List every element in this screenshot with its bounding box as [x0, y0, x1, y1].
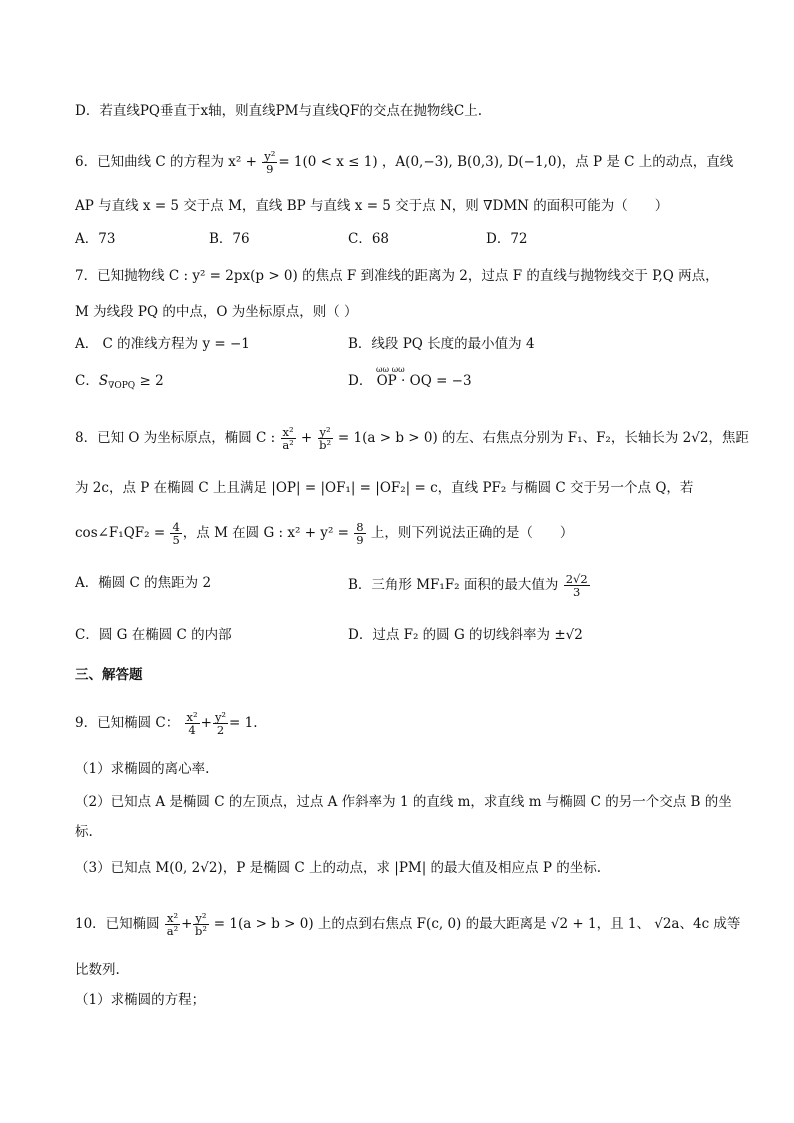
question-9-part-3: （3）已知点 M(0, 2√2)，P 是椭圆 C 上的动点，求 |PM| 的最大值及相应点 P 的坐标. [75, 860, 602, 876]
q8-b-den: 3 [573, 585, 581, 599]
q8-l3-a: cos∠F₁QF₂ = [75, 525, 170, 541]
q10-f1-num: x² [166, 911, 179, 925]
question-9-part-2-line-2: 标. [75, 824, 93, 840]
q9-plus: + [200, 715, 212, 731]
question-8-line-1 [75, 425, 749, 452]
question-6-line-2: AP 与直线 x = 5 交于点 M，直线 BP 与直线 x = 5 交于点 N，则 ∇DMN 的面积可能为（ ） [75, 198, 669, 214]
q6-option-d: D．72 [486, 231, 528, 247]
q8-frac-2 [318, 426, 333, 451]
q10-l1-b: = 1(a > b > 0) 上的点到右焦点 F(c, 0) 的最大距离是 √2 + 1，且 1、 √2a、4c 成等 [209, 916, 741, 932]
q7-option-c [75, 371, 164, 396]
q9-frac-1 [185, 711, 200, 736]
question-10-line-1 [75, 911, 741, 938]
q8-f4-den: 9 [356, 533, 364, 547]
question-10-line-2: 比数列. [75, 962, 120, 978]
q8-f2-den: b² [319, 438, 332, 452]
q8-f4-num: 8 [356, 520, 364, 534]
q6-option-a: A．73 [75, 231, 116, 247]
q6-fraction [262, 150, 277, 175]
q8-plus: + [296, 430, 317, 446]
section-heading: 三、解答题 [75, 667, 143, 683]
q10-l1-a: 10．已知椭圆 [75, 916, 164, 932]
q8-l1-b: = 1(a > b > 0) 的左、右焦点分别为 F₁、F₂，长轴长为 2√2，焦距 [333, 430, 749, 446]
q10-f2-den: b² [194, 924, 207, 938]
q10-f1-den: a² [166, 924, 179, 938]
q8-b-frac [564, 573, 590, 598]
q7-c-post: ≥ 2 [135, 373, 164, 389]
q8-option-a: A．椭圆 C 的焦距为 2 [75, 575, 212, 591]
question-7-line-1: 7．已知抛物线 C : y² = 2px(p > 0) 的焦点 F 到准线的距离为 2，过点 F 的直线与抛物线交于 P,Q 两点， [75, 268, 719, 284]
q7-d-text: D． OP · OQ = −3 [348, 373, 472, 389]
q9-f2-den: 2 [216, 723, 225, 737]
q10-frac-1 [165, 912, 180, 937]
question-7-line-2: M 为线段 PQ 的中点，O 为坐标原点，则（ ） [75, 304, 358, 320]
q7-c-label: C． [75, 373, 99, 389]
q8-b-pre: B．三角形 MF₁F₂ 面积的最大值为 [348, 577, 563, 593]
q10-frac-2 [193, 912, 208, 937]
q6-frac-den: 9 [266, 162, 274, 176]
q9-f2-num: y² [214, 710, 227, 724]
q8-f1-num: x² [282, 425, 294, 439]
question-9-part-2-line-1: （2）已知点 A 是椭圆 C 的左顶点，过点 A 作斜率为 1 的直线 m，求直线 m 与椭圆 C 的另一个交点 B 的坐 [75, 794, 732, 810]
q10-f2-num: y² [195, 911, 207, 925]
q8-frac-4 [354, 521, 365, 546]
q8-option-d: D．过点 F₂ 的圆 G 的切线斜率为 ±√2 [348, 627, 583, 643]
q8-frac-3 [170, 521, 181, 546]
q6-frac-num: y² [264, 149, 276, 163]
q9-frac-2 [213, 711, 228, 736]
q7-option-a: A． C 的准线方程为 y = −1 [75, 336, 250, 352]
q8-f3-num: 4 [172, 520, 180, 534]
question-8-line-2: 为 2c，点 P 在椭圆 C 上且满足 |OP| = |OF₁| = |OF₂| = c，直线 PF₂ 与椭圆 C 交于另一个点 Q，若 [75, 480, 694, 496]
question-10-part-1: （1）求椭圆的方程； [75, 992, 206, 1008]
question-9-line-1 [75, 711, 734, 736]
q8-b-num: 2√2 [565, 572, 588, 586]
q8-frac-1 [281, 426, 296, 451]
q7-option-d [348, 365, 472, 391]
q7-c-s: S [98, 373, 109, 389]
q6-option-b: B．76 [209, 231, 250, 247]
question-6-line-1 [75, 150, 734, 175]
question-9-part-1: （1）求椭圆的离心率. [75, 761, 210, 777]
q8-f2-num: y² [319, 425, 331, 439]
q8-f1-den: a² [282, 438, 294, 452]
q7-c-sub: ∇OPQ [108, 381, 136, 391]
q8-f3-den: 5 [172, 533, 180, 547]
q8-l3-b: ，点 M 在圆 G : x² + y² = [182, 525, 354, 541]
q7-option-b: B．线段 PQ 长度的最小值为 4 [348, 336, 535, 352]
q6-text-a: 6．已知曲线 C 的方程为 x² + [75, 154, 262, 170]
q8-l1-a: 8．已知 O 为坐标原点，椭圆 C : [75, 430, 280, 446]
q8-option-b [348, 573, 591, 598]
q9-l1-a: 9．已知椭圆 C： [75, 715, 184, 731]
q6-option-c: C．68 [348, 231, 390, 247]
q8-option-c: C．圆 G 在椭圆 C 的内部 [75, 627, 232, 643]
q9-f1-den: 4 [188, 723, 196, 737]
q6-text-b: = 1(0 < x ≤ 1) ，A(0,−3), B(0,3), D(−1,0)，点 P 是 C 上的动点，直线 [278, 154, 734, 170]
q10-plus: + [181, 916, 193, 932]
q8-l3-c: 上，则下列说法正确的是（ ） [366, 525, 574, 541]
q7-d-arrows: ωω ωω [376, 365, 405, 374]
option-d-prev: D．若直线PQ垂直于x轴，则直线PM与直线QF的交点在抛物线C上. [75, 103, 483, 119]
question-8-line-3 [75, 521, 734, 546]
q9-l1-b: = 1. [229, 715, 258, 731]
q9-f1-num: x² [186, 710, 198, 724]
